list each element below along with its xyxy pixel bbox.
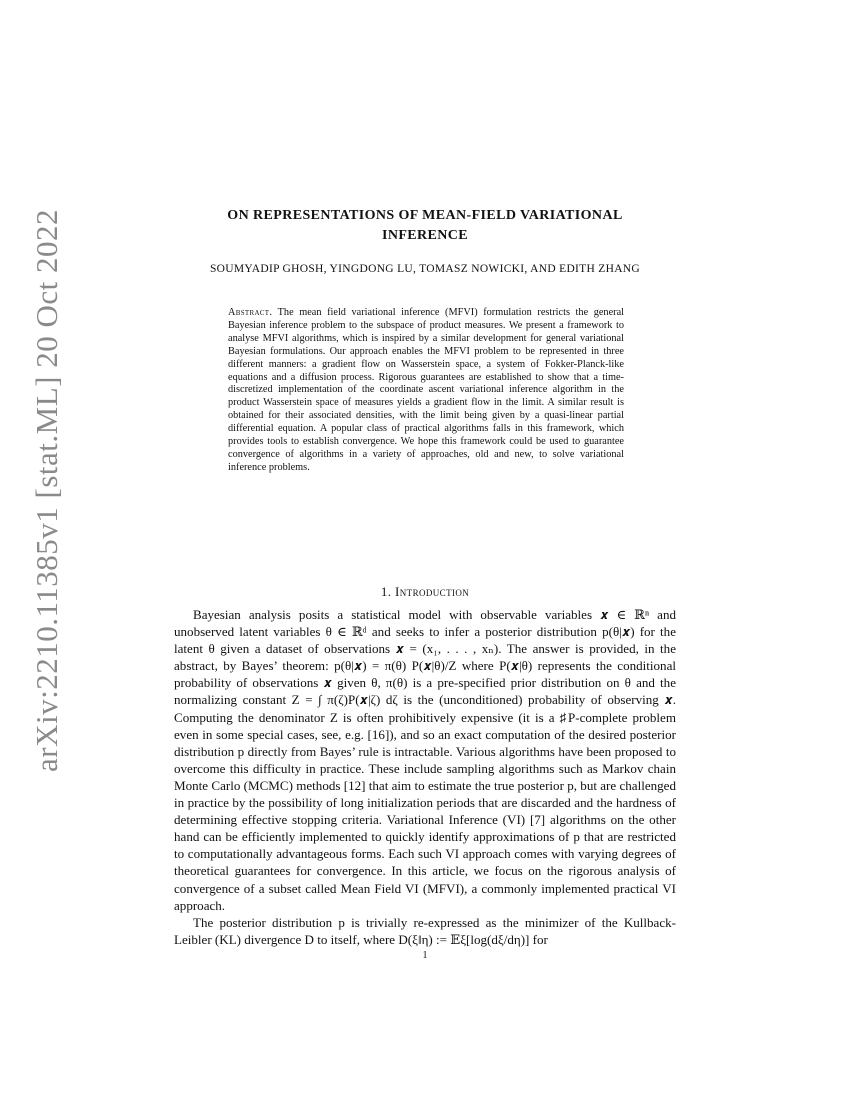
author-list: SOUMYADIP GHOSH, YINGDONG LU, TOMASZ NOWICKI, AND EDITH ZHANG [209,263,641,275]
abstract [228,307,624,475]
arxiv-identifier-text: arXiv:2210.11385v1 [stat.ML] 20 Oct 2022 [29,208,64,772]
paper-title-line-2: INFERENCE [381,228,469,243]
body-paragraph: The posterior distribution p is trivially re-expressed as the minimizer of the Kullback-Leibler (KL) divergence D to itself, where D(ξ‖η) := 𝔼ξ[log(dξ/dη)] for [174,914,676,947]
abstract-text: The mean field variational inference (MFVI) formulation restricts the general Bayesian inference problem to the subspace of product measures. We present a framework to analyse MFVI algorithms, which is inspired by a similar development for general variational Bayesian formulations. Our approach enables the MFVI problem to be represented in three different manners: a gradient flow on Wasserstein space, a system of Fokker-Planck-like equations and a diffusion process. Rigorous guarantees are established to show that a time-discretized implementation of the coordinate ascent variational inference algorithm in the product Wasserstein space of measures yields a gradient flow in the limit. A similar result is obtained for their associated densities, with the limit being given by a quasi-linear partial differential equation. A popular class of practical algorithms falls in this framework, which provides tools to establish convergence. We hope this framework could be used to guarantee convergence of algorithms in a variety of approaches, old and new, to solve variational inference problems. [228,307,625,473]
section-title: Introduction [395,584,470,599]
body-text [174,606,676,948]
body-paragraph: Bayesian analysis posits a statistical model with observable variables 𝒙 ∈ ℝⁿ and unobserved latent variables θ ∈ ℝᵈ and seeks to infer a posterior distribution p(θ|𝒙) for the latent θ given a dataset of observations 𝒙 = (x₁, . . . , xₙ). The answer is provided, in the abstract, by Bayes’ theorem: p(θ|𝒙) = π(θ) P(𝒙|θ)/Z where P(𝒙|θ) represents the conditional probability of observations 𝒙 given θ, π(θ) is a pre-specified prior distribution on θ and the normalizing constant Z = ∫ π(ζ)P(𝒙|ζ) dζ is the (unconditioned) probability of observing 𝒙. Computing the denominator Z is often prohibitively expensive (it is a ♯P-complete problem even in some special cases, see, e.g. [16]), and so an exact computation of the desired posterior distribution p directly from Bayes’ rule is intractable. Various algorithms have been proposed to overcome this difficulty in practice. These include sampling algorithms such as Markov chain Monte Carlo (MCMC) methods [12] that aim to estimate the true posterior p, but are challenged in practice by the possibility of long initialization periods that are discarded and the hardness of determining effective stopping criteria. Variational Inference (VI) [7] algorithms on the other hand can be efficiently implemented to quickly identify approximations of p that are restricted to computationally advantageous forms. Each such VI approach comes with varying degrees of theoretical guarantees for convergence. In this article, we focus on the rigorous analysis of convergence of a subset called Mean Field VI (MFVI), a commonly implemented practical VI approach. [174,607,676,913]
paper-title [160,206,690,246]
section-number: 1. [380,584,392,599]
section-heading-introduction [175,584,675,600]
abstract-label: Abstract. [228,307,273,318]
arxiv-identifier-stamp [22,208,72,772]
page-number: 1 [422,950,428,961]
paper-title-line-1: ON REPRESENTATIONS OF MEAN-FIELD VARIATIONAL [227,208,623,223]
